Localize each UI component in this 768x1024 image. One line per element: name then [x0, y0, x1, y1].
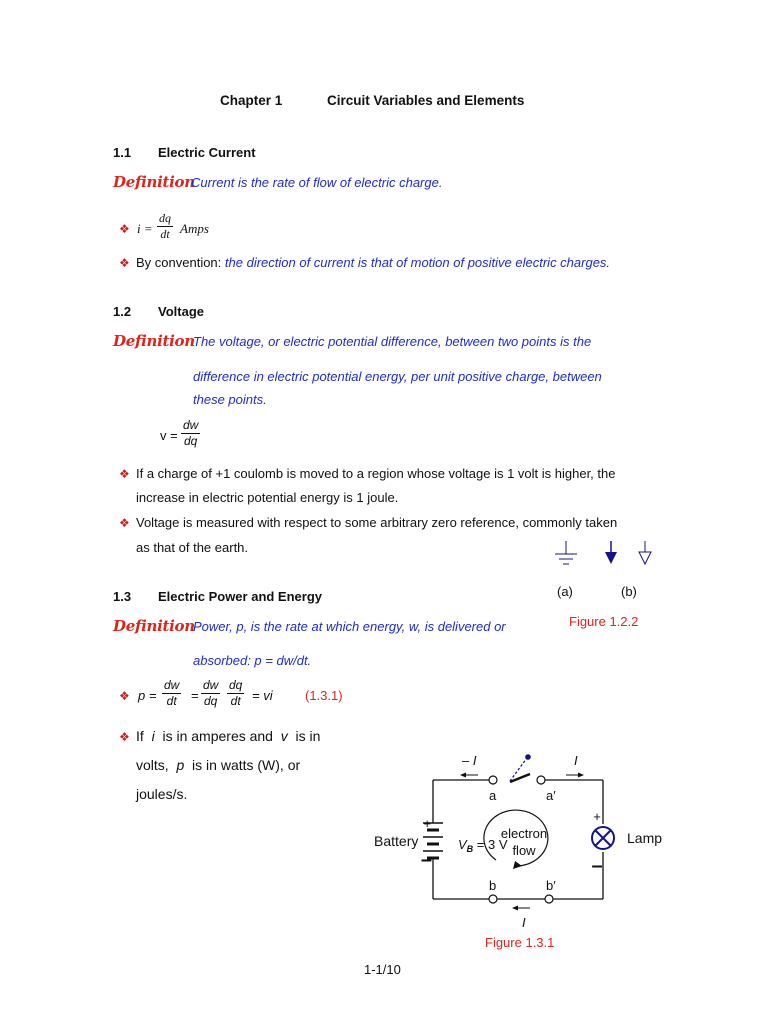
- electron-label: electron: [500, 826, 548, 841]
- figure-1-3-1-caption: Figure 1.3.1: [485, 935, 555, 950]
- figure-label-b: (b): [621, 584, 637, 599]
- fraction-numerator: dw: [164, 678, 180, 692]
- switch-icon: [489, 754, 545, 784]
- units-var-p: p: [176, 757, 185, 773]
- node-b-label: b: [489, 878, 497, 893]
- lamp-label: Lamp: [627, 830, 663, 846]
- filled-ground-arrow-icon: [605, 541, 617, 564]
- voltage-equation-fraction: [181, 418, 200, 449]
- units-text-is-in: is in: [295, 728, 321, 744]
- figure-1-2-2-caption: Figure 1.2.2: [569, 614, 639, 629]
- current-equation-fraction: [157, 211, 173, 242]
- current-definition-text: Current is the rate of flow of electric charge.: [191, 175, 443, 190]
- current-arrow-right-icon: [566, 773, 584, 778]
- reference-bullet-line-2: as that of the earth.: [136, 540, 249, 555]
- vb-value: = 3 V: [473, 837, 508, 852]
- diamond-bullet-icon: ❖: [119, 256, 130, 270]
- ground-symbols-figure: [545, 538, 660, 574]
- current-equation-lhs: i =: [137, 221, 153, 236]
- section-1-3-title: Electric Power and Energy: [158, 589, 323, 604]
- definition-label: Definition: [113, 617, 195, 635]
- power-equals-sign: =: [191, 688, 199, 703]
- diamond-bullet-icon: ❖: [119, 689, 130, 703]
- units-var-v: v: [280, 728, 288, 744]
- units-text-volts: volts,: [136, 757, 169, 773]
- vb-symbol: V: [458, 837, 467, 852]
- coulomb-bullet-line-2: increase in electric potential energy is 1 joule.: [136, 490, 399, 505]
- fraction-denominator: dq: [183, 434, 198, 448]
- node-a-label: a: [489, 788, 497, 803]
- fraction-denominator: dt: [230, 694, 241, 708]
- hollow-ground-arrow-icon: [639, 541, 651, 564]
- coulomb-bullet-line-1: If a charge of +1 coulomb is moved to a region whose voltage is 1 volt is higher, the: [136, 466, 616, 481]
- units-text-amperes: is in amperes and: [162, 728, 273, 744]
- power-fraction-3: [227, 678, 244, 709]
- power-fraction-2: [201, 678, 220, 709]
- lamp-icon: [592, 827, 614, 849]
- fraction-denominator: dq: [203, 694, 218, 708]
- flow-label: flow: [512, 843, 536, 858]
- diamond-bullet-icon: ❖: [119, 730, 130, 744]
- voltage-definition-line-1: The voltage, or electric potential difference, between two points is the: [193, 334, 592, 349]
- reference-bullet-line-1: Voltage is measured with respect to some arbitrary zero reference, commonly taken: [136, 515, 618, 530]
- voltage-equation-lhs: v =: [160, 428, 178, 443]
- lamp-minus-sign: –: [591, 855, 603, 877]
- section-1-3-number: 1.3: [113, 589, 132, 604]
- current-label-right: I: [574, 753, 578, 768]
- fraction-numerator: dq: [229, 678, 243, 692]
- battery-minus-sign: –: [420, 849, 432, 871]
- section-1-2-number: 1.2: [113, 304, 132, 319]
- units-bullet-line-1: [136, 728, 320, 744]
- power-equation-tag: (1.3.1): [305, 688, 343, 703]
- section-1-1-number: 1.1: [113, 145, 132, 160]
- power-equation-rhs: = vi: [252, 688, 273, 703]
- current-label-left: – I: [462, 753, 477, 768]
- current-unit: Amps: [180, 221, 209, 236]
- fraction-numerator: dq: [159, 211, 171, 225]
- power-fraction-1: [162, 678, 181, 709]
- page-number: 1-1/10: [364, 962, 401, 977]
- node-b-prime-label: b′: [546, 878, 556, 893]
- diamond-bullet-icon: ❖: [119, 467, 130, 481]
- chapter-title: Circuit Variables and Elements: [327, 93, 525, 108]
- power-definition-line-2: absorbed: p = dw/dt.: [193, 653, 312, 668]
- battery-label: Battery: [374, 833, 419, 849]
- fraction-numerator: dw: [203, 678, 219, 692]
- voltage-definition-line-3: these points.: [193, 392, 267, 407]
- power-equation-lhs: p =: [138, 688, 157, 703]
- convention-text: the direction of current is that of motion of positive electric charges.: [224, 255, 611, 270]
- units-bullet-line-2: [136, 757, 300, 773]
- earth-ground-icon: [555, 541, 577, 564]
- chapter-label: Chapter 1: [220, 93, 283, 108]
- fraction-denominator: dt: [160, 227, 170, 241]
- current-arrow-bottom-icon: [512, 906, 530, 911]
- diamond-bullet-icon: ❖: [119, 222, 130, 236]
- diamond-bullet-icon: ❖: [119, 516, 130, 530]
- fraction-denominator: dt: [166, 694, 177, 708]
- convention-prefix: By convention:: [136, 255, 222, 270]
- voltage-definition-line-2: difference in electric potential energy, per unit positive charge, between: [193, 369, 602, 384]
- fraction-numerator: dw: [183, 418, 199, 432]
- lamp-plus-sign: +: [593, 809, 601, 824]
- current-label-bottom: I: [522, 915, 526, 930]
- units-if: If: [136, 728, 144, 744]
- node-a-prime-label: a′: [546, 788, 556, 803]
- current-arrow-left-icon: [460, 773, 478, 778]
- units-bullet-line-3: joules/s.: [136, 786, 188, 802]
- units-text-watts: is in watts (W), or: [192, 757, 301, 773]
- section-1-2-title: Voltage: [158, 304, 204, 319]
- section-1-1-title: Electric Current: [158, 145, 256, 160]
- figure-label-a: (a): [557, 584, 573, 599]
- units-var-i: i: [151, 728, 155, 744]
- power-definition-line-1: Power, p, is the rate at which energy, w, is delivered or: [193, 619, 506, 634]
- definition-label: Definition: [113, 173, 195, 191]
- convention-line: [136, 255, 610, 270]
- battery-plus-sign: +: [423, 816, 431, 831]
- vb-subscript: B: [466, 844, 474, 854]
- definition-label: Definition: [113, 332, 195, 350]
- circuit-figure: [370, 748, 670, 933]
